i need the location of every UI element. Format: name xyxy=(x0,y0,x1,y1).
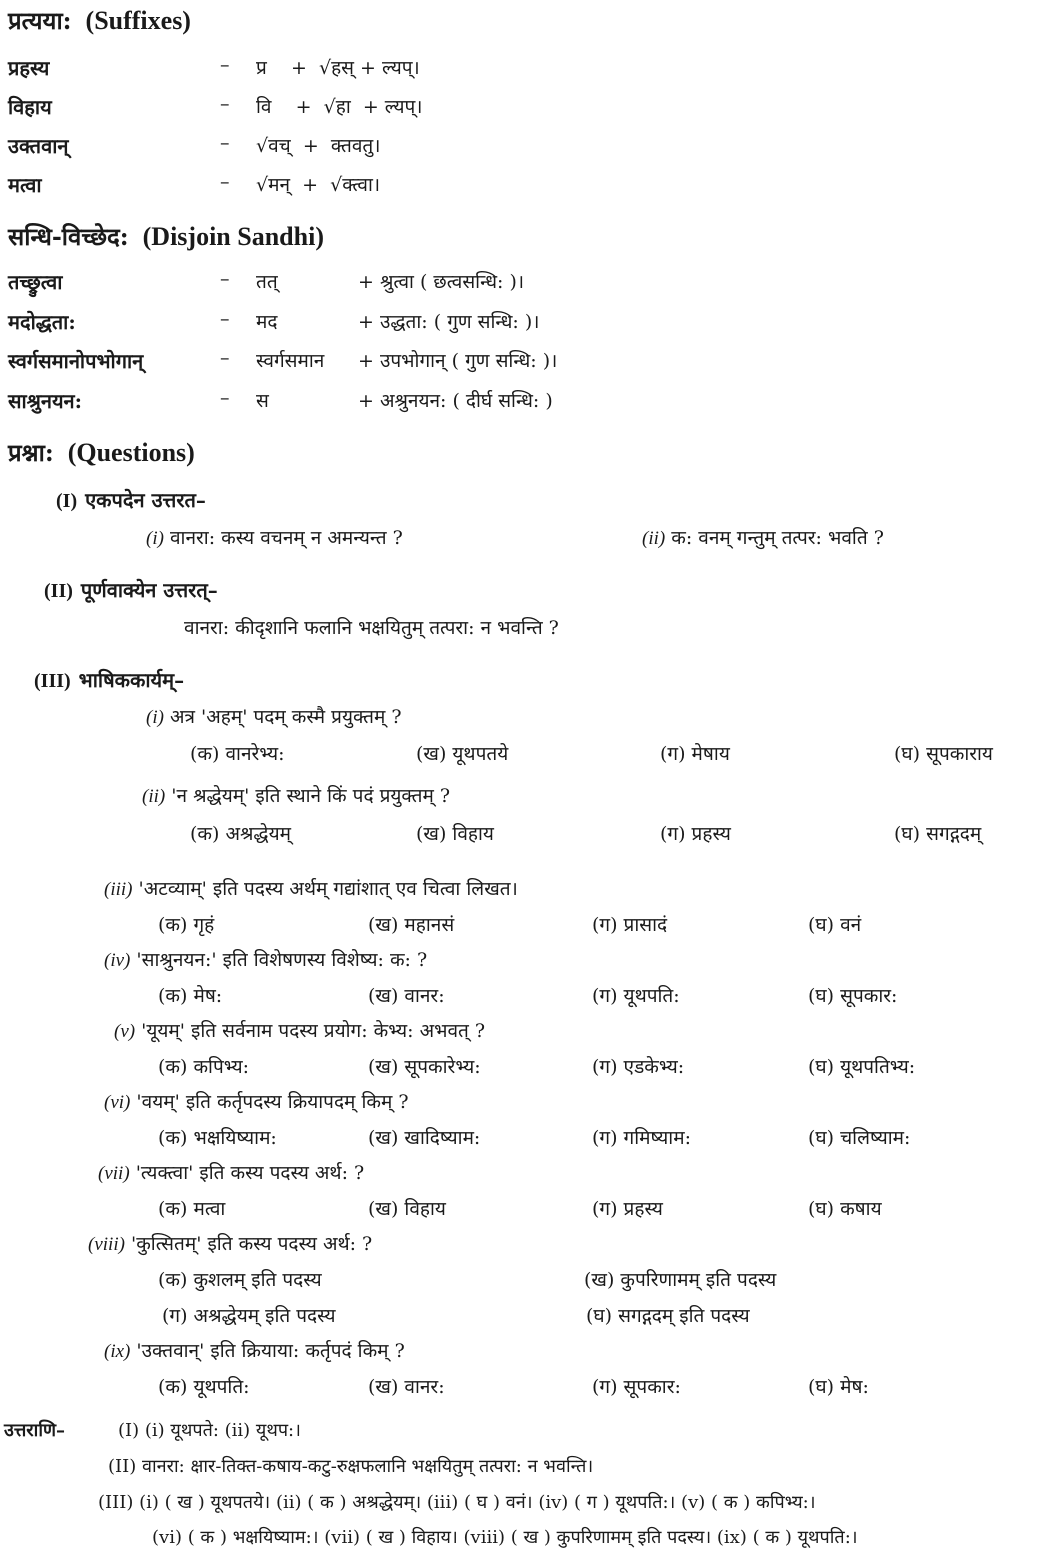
sandhi-heading-sanskrit: सन्धि-विच्छेद: xyxy=(8,222,129,251)
option-ga: (ग) प्रहस्य xyxy=(660,823,731,845)
option-gha: (घ) चलिष्याम: xyxy=(808,1127,911,1149)
question-text: 'अटव्याम्' इति पदस्य अर्थम् गद्यांशात् एव चित्वा लिखत। xyxy=(138,878,518,900)
questions-heading-sanskrit: प्रश्ना: xyxy=(8,438,54,467)
answer-line-part3b: (vi) ( क ) भक्षयिष्याम:। (vii) ( ख ) विहाय। (viii) ( ख ) कुपरिणामम् इति पदस्य। (ix) ( क ) यूथपति:। xyxy=(152,1527,858,1548)
dash: – xyxy=(220,347,230,369)
suffix-row xyxy=(0,93,1054,125)
option-ka: (क) भक्षयिष्याम: xyxy=(158,1127,277,1149)
question-text: 'न श्रद्धेयम्' इति स्थाने किं पदं प्रयुक्तम् ? xyxy=(171,785,451,807)
dash: – xyxy=(220,93,230,115)
question-item xyxy=(146,524,403,550)
question-text: 'उक्तवान्' इति क्रियाया: कर्तृपदं किम् ? xyxy=(136,1340,405,1362)
suffixes-heading xyxy=(8,4,191,37)
option-kha: (ख) विहाय xyxy=(416,823,494,845)
option-ga: (ग) सूपकार: xyxy=(592,1376,681,1398)
suffix-parts: √वच् + क्तवतु। xyxy=(256,135,381,157)
sandhi-word: साश्रुनयन: xyxy=(8,389,83,413)
suffix-parts: प्र + √हस् + ल्यप्। xyxy=(256,57,420,79)
question-text: वानरा: कीदृशानि फलानि भक्षयितुम् तत्परा: न भवन्ति ? xyxy=(184,617,559,639)
suffix-word: विहाय xyxy=(8,95,52,119)
mcq-question xyxy=(142,782,450,808)
sandhi-first-part: तत् xyxy=(256,271,278,293)
mcq-question xyxy=(104,946,427,972)
part-title: भाषिककार्यम्– xyxy=(78,668,185,692)
sandhi-heading-english: (Disjoin Sandhi) xyxy=(142,222,324,251)
sandhi-second-part: + श्रुत्वा ( छत्वसन्धि: )। xyxy=(358,271,525,293)
option-kha: (ख) वानर: xyxy=(368,985,445,1007)
sandhi-heading xyxy=(8,220,324,253)
mcq-question xyxy=(104,1088,409,1114)
suffix-row xyxy=(0,132,1054,164)
questions-heading xyxy=(8,436,195,469)
option-gha: (घ) कषाय xyxy=(808,1198,882,1220)
suffixes-heading-sanskrit: प्रत्यया: xyxy=(8,6,72,35)
part3-heading xyxy=(34,666,184,693)
dash: – xyxy=(220,308,230,330)
option-gha: (घ) सगद्गदम् xyxy=(894,823,982,845)
question-text: 'त्यक्त्वा' इति कस्य पदस्य अर्थ: ? xyxy=(135,1162,365,1184)
sandhi-second-part: + अश्रुनयन: ( दीर्घ सन्धि: ) xyxy=(358,390,553,412)
option-ga: (ग) प्रासादं xyxy=(592,914,668,936)
question-number: (i) xyxy=(146,528,164,549)
suffix-parts: वि + √हा + ल्यप्। xyxy=(256,96,423,118)
option-kha: (ख) सूपकारेभ्य: xyxy=(368,1056,481,1078)
suffix-word: मत्वा xyxy=(8,173,42,197)
option-gha: (घ) सूपकार: xyxy=(808,985,898,1007)
sandhi-row xyxy=(0,308,1054,340)
answer-line-part1: (I) (i) यूथपते: (ii) यूथप:। xyxy=(118,1420,301,1441)
suffix-parts: √मन् + √क्त्वा। xyxy=(256,174,381,196)
sandhi-row xyxy=(0,387,1054,419)
dash: – xyxy=(220,132,230,154)
part2-heading xyxy=(44,576,218,603)
mcq-question xyxy=(98,1159,364,1185)
question-number: (ii) xyxy=(142,786,166,807)
sandhi-second-part: + उपभोगान् ( गुण सन्धि: )। xyxy=(358,350,558,372)
option-ga: (ग) एडकेभ्य: xyxy=(592,1056,685,1078)
part1-heading xyxy=(56,486,206,513)
part-number: (I) xyxy=(56,490,78,512)
mcq-question xyxy=(104,875,518,901)
option-ka: (क) मेष: xyxy=(158,985,223,1007)
option-ga: (ग) मेषाय xyxy=(660,743,730,765)
question-number: (viii) xyxy=(88,1234,125,1255)
option-ka: (क) गृहं xyxy=(158,914,215,936)
part-number: (II) xyxy=(44,580,73,602)
question-item xyxy=(642,524,884,550)
question-text: 'साश्रुनयन:' इति विशेषणस्य विशेष्य: क: ? xyxy=(136,949,428,971)
answers-label: उत्तराणि– xyxy=(4,1420,66,1441)
part-title: पूर्णवाक्येन उत्तरत्– xyxy=(80,578,218,602)
question-text: 'कुत्सितम्' इति कस्य पदस्य अर्थ: ? xyxy=(130,1233,373,1255)
question-text: 'यूयम्' इति सर्वनाम पदस्य प्रयोग: केभ्य: अभवत् ? xyxy=(141,1020,486,1042)
option-ka: (क) कुशलम् इति पदस्य xyxy=(158,1269,322,1291)
question-text: 'वयम्' इति कर्तृपदस्य क्रियापदम् किम् ? xyxy=(136,1091,409,1113)
question-number: (ii) xyxy=(642,528,666,549)
sandhi-word: तच्छ्रुत्वा xyxy=(8,270,63,294)
answer-line-part3a: (III) (i) ( ख ) यूथपतये। (ii) ( क ) अश्रद्धेयम्। (iii) ( घ ) वनं। (iv) ( ग ) यूथपति:। (v) ( क ) कपिभ्य:। xyxy=(98,1492,816,1513)
sandhi-first-part: मद xyxy=(256,311,278,333)
option-gha: (घ) वनं xyxy=(808,914,862,936)
mcq-question xyxy=(114,1017,485,1043)
question-text: क: वनम् गन्तुम् तत्पर: भवति ? xyxy=(671,527,884,549)
suffix-row xyxy=(0,171,1054,203)
option-kha: (ख) वानर: xyxy=(368,1376,445,1398)
option-kha: (ख) खादिष्याम: xyxy=(368,1127,481,1149)
sandhi-first-part: स्वर्गसमान xyxy=(256,350,325,372)
option-gha: (घ) सगद्गदम् इति पदस्य xyxy=(586,1305,750,1327)
mcq-question xyxy=(88,1230,372,1256)
sandhi-row xyxy=(0,268,1054,300)
suffix-word: उक्तवान् xyxy=(8,134,69,158)
option-kha: (ख) विहाय xyxy=(368,1198,446,1220)
option-ga: (ग) गमिष्याम: xyxy=(592,1127,691,1149)
mcq-question xyxy=(146,703,402,729)
suffix-row xyxy=(0,54,1054,86)
option-kha: (ख) महानसं xyxy=(368,914,455,936)
option-gha: (घ) यूथपतिभ्य: xyxy=(808,1056,916,1078)
suffix-word: प्रहस्य xyxy=(8,56,50,80)
part-number: (III) xyxy=(34,670,71,692)
dash: – xyxy=(220,171,230,193)
questions-heading-english: (Questions) xyxy=(67,438,195,467)
dash: – xyxy=(220,54,230,76)
sandhi-word: मदोद्धता: xyxy=(8,310,76,334)
option-gha: (घ) सूपकाराय xyxy=(894,743,993,765)
sandhi-word: स्वर्गसमानोपभोगान् xyxy=(8,349,144,373)
question-number: (iii) xyxy=(104,879,133,900)
option-ka: (क) यूथपति: xyxy=(158,1376,250,1398)
option-ga: (ग) यूथपति: xyxy=(592,985,680,1007)
question-number: (vi) xyxy=(104,1092,131,1113)
question-text: अत्र 'अहम्' पदम् कस्मै प्रयुक्तम् ? xyxy=(169,706,402,728)
sandhi-first-part: स xyxy=(256,390,269,412)
answer-line-part2: (II) वानरा: क्षार-तिक्त-कषाय-कटु-रुक्षफलानि भक्षयितुम् तत्परा: न भवन्ति। xyxy=(108,1456,594,1477)
option-ka: (क) कपिभ्य: xyxy=(158,1056,250,1078)
option-ka: (क) वानरेभ्य: xyxy=(190,743,285,765)
dash: – xyxy=(220,387,230,409)
option-gha: (घ) मेष: xyxy=(808,1376,869,1398)
question-number: (i) xyxy=(146,707,164,728)
option-ga: (ग) प्रहस्य xyxy=(592,1198,663,1220)
sandhi-row xyxy=(0,347,1054,379)
mcq-question xyxy=(104,1337,405,1363)
dash: – xyxy=(220,268,230,290)
option-ka: (क) मत्वा xyxy=(158,1198,226,1220)
option-ga: (ग) अश्रद्धेयम् इति पदस्य xyxy=(162,1305,336,1327)
question-number: (ix) xyxy=(104,1341,131,1362)
option-ka: (क) अश्रद्धेयम् xyxy=(190,823,291,845)
question-text: वानरा: कस्य वचनम् न अमन्यन्त ? xyxy=(169,527,403,549)
suffixes-heading-english: (Suffixes) xyxy=(85,6,191,35)
question-number: (v) xyxy=(114,1021,136,1042)
question-number: (iv) xyxy=(104,950,131,971)
part-title: एकपदेन उत्तरत– xyxy=(85,488,206,512)
sandhi-second-part: + उद्धता: ( गुण सन्धि: )। xyxy=(358,311,540,333)
question-number: (vii) xyxy=(98,1163,130,1184)
option-kha: (ख) कुपरिणामम् इति पदस्य xyxy=(584,1269,777,1291)
option-kha: (ख) यूथपतये xyxy=(416,743,509,765)
